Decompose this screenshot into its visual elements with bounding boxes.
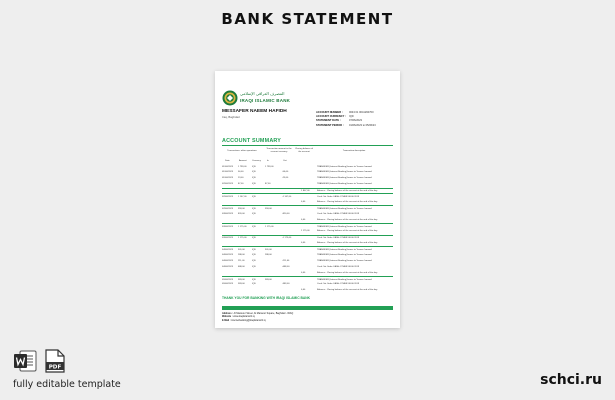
cell-description: Balance - Closing balance of the account at the end of the day xyxy=(317,230,378,233)
cell-description: TRANSFER (Internet Banking) bonus to Yaseen Ismaeel xyxy=(317,183,372,186)
cell-description: TRANSFER (Internet Banking) bonus to Yaseen Ismaeel xyxy=(317,177,372,180)
cell-amount: 359,00 xyxy=(238,207,245,210)
cell-description: Cash Out Order CASH-OTHER 08.06.2019 xyxy=(317,237,360,240)
summary-end-bar xyxy=(222,306,393,310)
col-head-date: Date xyxy=(225,160,230,162)
word-icon xyxy=(13,349,37,373)
cell-amount: 288,00 xyxy=(238,253,245,256)
meta-value: 0043 01 0041290700 xyxy=(349,111,374,114)
cell-balance: 1 175,00 xyxy=(301,230,310,233)
meta-label: STATEMENT DATE : xyxy=(316,119,341,123)
col-head-currency: Currency xyxy=(252,160,261,162)
cell-balance: 0,00 xyxy=(301,271,306,274)
cell-amount: 688,00 xyxy=(238,265,245,268)
cell-out: -688,00 xyxy=(282,265,290,268)
cell-amount: 383,00 xyxy=(238,278,245,281)
svg-text:PDF: PDF xyxy=(48,364,62,371)
cell-description: TRANSFER (Internet Banking) bonus to Yaseen Ismaeel xyxy=(317,249,372,252)
cell-currency: IQD xyxy=(252,212,256,215)
col-head-out: Out xyxy=(283,160,287,162)
cell-out: -23,00 xyxy=(282,177,289,180)
cell-balance: 0,00 xyxy=(301,242,306,245)
footer-website-label: Website : xyxy=(222,315,233,319)
cell-currency: IQD xyxy=(252,249,256,252)
cell-amount: 301,00 xyxy=(238,249,245,252)
bank-name-arabic: المصرف العراقي الإسلامي xyxy=(240,91,285,96)
cell-in: 288,00 xyxy=(265,253,272,256)
cell-date: 05/06/2023 xyxy=(222,278,233,281)
cell-description: Balance - Closing balance of the account at the end of the day xyxy=(317,218,378,221)
meta-label: ACCOUNT NUMBER : xyxy=(316,111,343,114)
cell-currency: IQD xyxy=(252,259,256,262)
cell-currency: IQD xyxy=(252,253,256,256)
cell-amount: 87,00 xyxy=(238,183,244,186)
cell-date: 02/06/2023 xyxy=(222,183,233,186)
statement-document xyxy=(215,71,400,328)
cell-out: -820,00 xyxy=(282,212,290,215)
col-head-amount: Amount xyxy=(239,160,247,162)
cell-description: TRANSFER (Internet Banking) bonus to Yaseen Ismaeel xyxy=(317,253,372,256)
cell-date: 04/06/2023 xyxy=(222,249,233,252)
cell-date: 04/06/2023 xyxy=(222,265,233,268)
cell-out: -383,00 xyxy=(282,283,290,286)
site-name: schci.ru xyxy=(540,372,602,388)
cell-description: Cash Out Order CASH-OTHER 08.06.2019 xyxy=(317,196,360,199)
cell-in: 1 799,00 xyxy=(265,165,274,168)
footer-heading: THANK YOU FOR BANKING WITH IRAQI ISLAMIC BANK xyxy=(222,296,311,301)
bank-emblem-icon xyxy=(222,90,238,106)
group-head-balance: Closing balance of the account xyxy=(295,148,313,153)
bank-logo xyxy=(222,90,293,106)
cell-balance: 0,00 xyxy=(301,218,306,221)
cell-date: 01/06/2023 xyxy=(222,171,233,174)
cell-date: 04/06/2023 xyxy=(222,259,233,262)
cell-currency: IQD xyxy=(252,196,256,199)
divider xyxy=(222,145,393,146)
table-row xyxy=(222,288,393,294)
cell-amount: 1 167,00 xyxy=(238,196,247,199)
bank-name: IRAQI ISLAMIC BANK xyxy=(240,98,291,103)
cell-date: 03/06/2023 xyxy=(222,225,233,228)
cell-date: 02/06/2023 xyxy=(222,196,233,199)
cell-date: 04/06/2023 xyxy=(222,253,233,256)
group-head-amount: Transaction amount in the account currency xyxy=(266,148,292,153)
cell-date: 05/06/2023 xyxy=(222,283,233,286)
cell-in: 301,00 xyxy=(265,249,272,252)
cell-amount: 56,00 xyxy=(238,171,244,174)
col-head-in: In xyxy=(267,160,269,162)
cell-description: TRANSFER (Internet Banking) bonus to Yaseen Ismaeel xyxy=(317,207,372,210)
cell-currency: IQD xyxy=(252,165,256,168)
account-holder-name: MESSAFER NAEEM HAFIDH xyxy=(222,109,287,114)
account-holder-subtitle: Iraq, Baghdad xyxy=(222,115,240,119)
cell-description: Balance - Closing balance of the account at the end of the day xyxy=(317,289,378,292)
cell-in: 383,00 xyxy=(265,278,272,281)
cell-currency: IQD xyxy=(252,278,256,281)
cell-in: 1 175,00 xyxy=(265,225,274,228)
cell-date: 01/06/2023 xyxy=(222,165,233,168)
meta-row xyxy=(316,124,396,128)
meta-value: IQD xyxy=(349,115,354,119)
footer-email-value: internetbanking@iraqiislamicb.iq xyxy=(231,318,266,322)
cell-description: Cash Out Order CASH-OTHER 08.06.2019 xyxy=(317,283,360,286)
cell-amount: 1 175,00 xyxy=(238,237,247,240)
cell-balance: 0,00 xyxy=(301,289,306,292)
cell-in: 87,00 xyxy=(265,183,271,186)
cell-description: Cash Out Order CASH-OTHER 08.06.2019 xyxy=(317,265,360,268)
cell-description: TRANSFER (Internet Banking) bonus to Yaseen Ismaeel xyxy=(317,259,372,262)
cell-currency: IQD xyxy=(252,177,256,180)
page-heading: BANK STATEMENT xyxy=(221,10,394,28)
cell-description: TRANSFER (Internet Banking) bonus to Yaseen Ismaeel xyxy=(317,165,372,168)
cell-date: 02/06/2023 xyxy=(222,207,233,210)
cell-amount: 383,00 xyxy=(238,283,245,286)
meta-label: ACCOUNT CURRENCY : xyxy=(316,115,346,119)
pdf-icon xyxy=(45,349,65,373)
cell-amount: 211,00 xyxy=(238,259,245,262)
cell-description: Balance - Closing balance of the account at the end of the day xyxy=(317,242,378,245)
cell-description: Balance - Closing balance of the account at the end of the day xyxy=(317,190,378,193)
cell-currency: IQD xyxy=(252,265,256,268)
cell-description: TRANSFER (Internet Banking) bonus to Yaseen Ismaeel xyxy=(317,171,372,174)
cell-description: TRANSFER (Internet Banking) bonus to Yaseen Ismaeel xyxy=(317,225,372,228)
group-head-transactions: Transactions: other operations xyxy=(227,150,257,152)
cell-currency: IQD xyxy=(252,171,256,174)
cell-in: 359,00 xyxy=(265,207,272,210)
cell-out: -56,00 xyxy=(282,171,289,174)
group-head-description: Transaction description xyxy=(342,150,366,152)
cell-balance: 1 807,00 xyxy=(301,190,310,193)
cell-out: -1 167,00 xyxy=(282,196,292,199)
cell-amount: 1 175,00 xyxy=(238,225,247,228)
format-icons xyxy=(13,349,69,373)
cell-description: Balance - Closing balance of the account at the end of the day xyxy=(317,271,378,274)
cell-balance: 0,00 xyxy=(301,200,306,203)
cell-description: TRANSFER (Internet Banking) bonus to Yaseen Ismaeel xyxy=(317,278,372,281)
meta-label: STATEMENT PERIOD : xyxy=(316,123,344,127)
cell-date: 03/06/2023 xyxy=(222,237,233,240)
cell-date: 03/06/2023 xyxy=(222,212,233,215)
footer-address-label: Address : xyxy=(222,311,234,315)
cell-currency: IQD xyxy=(252,183,256,186)
footer-email xyxy=(222,319,266,322)
caption: fully editable template xyxy=(13,379,121,390)
cell-currency: IQD xyxy=(252,283,256,286)
cell-out: -211,00 xyxy=(282,259,290,262)
cell-out: -1 175,00 xyxy=(282,237,292,240)
footer-email-label: E-Mail : xyxy=(222,318,231,322)
cell-currency: IQD xyxy=(252,207,256,210)
meta-value: 07/06/2023 xyxy=(349,119,362,123)
cell-amount: 820,00 xyxy=(238,212,245,215)
cell-amount: 1 799,00 xyxy=(238,165,247,168)
account-summary-title: ACCOUNT SUMMARY xyxy=(222,138,282,144)
cell-amount: 23,00 xyxy=(238,177,244,180)
cell-description: Cash Out Order CASH-OTHER 08.06.2019 xyxy=(317,212,360,215)
meta-value: 01/06/2023 to 05/06/23 xyxy=(349,123,376,127)
cell-currency: IQD xyxy=(252,225,256,228)
footer-address-value: Al Mansour Street, Al Mansour Square, Baghdad - IRAQ xyxy=(233,311,294,315)
cell-currency: IQD xyxy=(252,237,256,240)
statement-meta xyxy=(316,111,396,128)
transaction-rows xyxy=(222,164,393,294)
footer-website-value: www.iraqiislamicb.iq xyxy=(233,315,255,319)
cell-description: Balance - Closing balance of the account at the end of the day xyxy=(317,200,378,203)
cell-date: 01/06/2023 xyxy=(222,177,233,180)
